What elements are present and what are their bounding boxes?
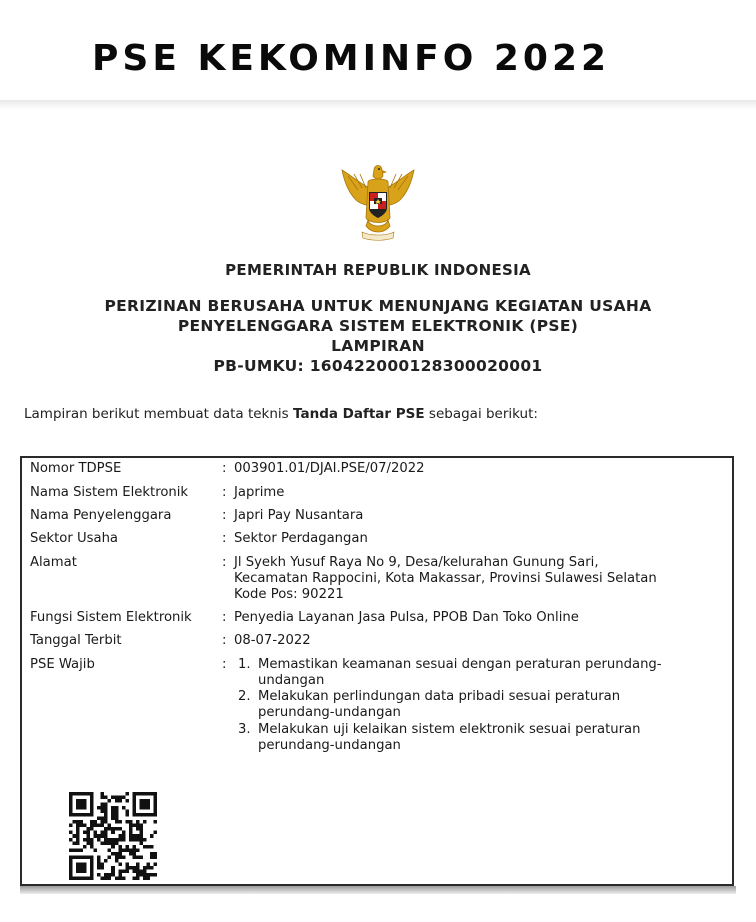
wajib-num-1: 1. (238, 657, 251, 672)
sektor-value: Sektor Perdagangan (234, 531, 368, 546)
garuda-emblem-icon (338, 162, 418, 244)
fungsi-value: Penyedia Layanan Jasa Pulsa, PPOB Dan Toko Online (234, 610, 579, 625)
intro-prefix: Lampiran berikut membuat data teknis (24, 406, 293, 422)
wajib-num-3: 3. (238, 722, 251, 737)
document-title-line2: PENYELENGGARA SISTEM ELEKTRONIK (PSE) (177, 317, 579, 335)
qr-code-icon (66, 792, 160, 880)
wajib-item-1-line1: Memastikan keamanan sesuai dengan peraturan perundang- (258, 657, 662, 672)
alamat-line3: Kode Pos: 90221 (234, 587, 344, 602)
document-title-line3: LAMPIRAN (331, 337, 425, 355)
colon: : (222, 531, 227, 546)
nomor-label: Nomor TDPSE (30, 461, 122, 476)
tanggal-label: Tanggal Terbit (30, 633, 122, 648)
banner (0, 0, 756, 100)
colon: : (222, 555, 227, 570)
banner-divider (0, 100, 756, 110)
wajib-item-1-line2: undangan (258, 673, 325, 688)
colon: : (222, 508, 227, 523)
document-title-line1: PERIZINAN BERUSAHA UNTUK MENUNJANG KEGIATAN USAHA (104, 297, 652, 315)
wajib-item-3-line2: perundang-undangan (258, 738, 401, 753)
intro-bold: Tanda Daftar PSE (293, 406, 425, 422)
banner-title: PSE KEKOMINFO 2022 (92, 38, 611, 79)
wajib-item-3-line1: Melakukan uji kelaikan sistem elektronik sesuai peraturan (258, 722, 641, 737)
colon: : (222, 633, 227, 648)
alamat-line1: Jl Syekh Yusuf Raya No 9, Desa/kelurahan Gunung Sari, (234, 555, 599, 570)
tanggal-value: 08-07-2022 (234, 633, 311, 648)
intro-text (24, 406, 538, 422)
wajib-item-2-line1: Melakukan perlindungan data pribadi sesuai peraturan (258, 689, 621, 704)
colon: : (222, 485, 227, 500)
colon: : (222, 610, 227, 625)
wajib-label: PSE Wajib (30, 657, 95, 672)
issuer-heading: PEMERINTAH REPUBLIK INDONESIA (225, 261, 531, 279)
penyelenggara-value: Japri Pay Nusantara (234, 508, 364, 523)
pb-umku-number: PB-UMKU: 160422000128300020001 (213, 357, 543, 375)
intro-suffix: sebagai berikut: (424, 406, 538, 422)
colon: : (222, 657, 227, 672)
frame-shadow (20, 886, 736, 894)
nama-sistem-label: Nama Sistem Elektronik (30, 485, 189, 500)
penyelenggara-label: Nama Penyelenggara (30, 508, 172, 523)
wajib-num-2: 2. (238, 689, 251, 704)
alamat-label: Alamat (30, 555, 77, 570)
sektor-label: Sektor Usaha (30, 531, 119, 546)
nama-sistem-value: Japrime (234, 485, 285, 500)
fungsi-label: Fungsi Sistem Elektronik (30, 610, 192, 625)
alamat-line2: Kecamatan Rappocini, Kota Makassar, Provinsi Sulawesi Selatan (234, 571, 657, 586)
wajib-item-2-line2: perundang-undangan (258, 705, 401, 720)
colon: : (222, 461, 227, 476)
nomor-value: 003901.01/DJAI.PSE/07/2022 (234, 461, 425, 476)
